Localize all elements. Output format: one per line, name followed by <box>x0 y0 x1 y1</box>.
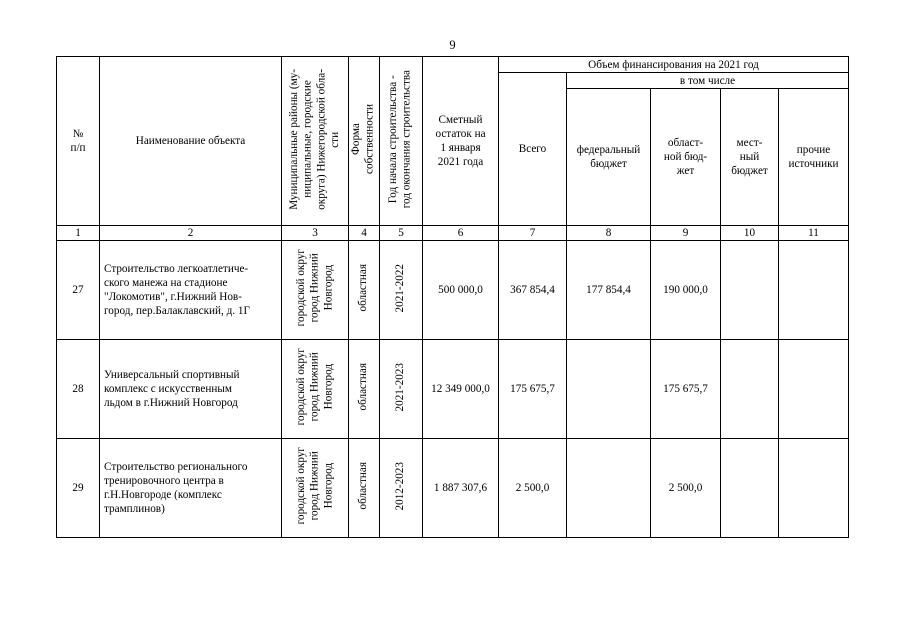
header-ownership: Форма собственности <box>349 57 380 226</box>
header-other: прочие источники <box>779 89 849 226</box>
header-local: мест- ный бюджет <box>721 89 779 226</box>
row-total: 175 675,7 <box>499 340 567 439</box>
header-federal: федеральный бюджет <box>567 89 651 226</box>
row-local <box>721 241 779 340</box>
row-years: 2012-2023 <box>380 439 423 538</box>
row-total: 2 500,0 <box>499 439 567 538</box>
row-district: городской округ город Нижний Новгород <box>282 241 349 340</box>
row-regional: 190 000,0 <box>651 241 721 340</box>
row-estimate: 12 349 000,0 <box>423 340 499 439</box>
column-number: 9 <box>651 226 721 241</box>
row-years: 2021-2023 <box>380 340 423 439</box>
header-object-name: Наименование объекта <box>100 57 282 226</box>
page-number: 9 <box>449 38 456 52</box>
header-funding-group: Объем финансирования на 2021 год <box>499 57 849 73</box>
row-regional: 2 500,0 <box>651 439 721 538</box>
row-federal <box>567 439 651 538</box>
row-ownership: областная <box>349 439 380 538</box>
header-estimate-balance: Сметный остаток на 1 января 2021 года <box>423 57 499 226</box>
row-regional: 175 675,7 <box>651 340 721 439</box>
row-local <box>721 340 779 439</box>
header-total: Всего <box>499 73 567 226</box>
row-district: городской округ город Нижний Новгород <box>282 340 349 439</box>
row-num: 28 <box>57 340 100 439</box>
table-row <box>57 241 849 340</box>
row-num: 27 <box>57 241 100 340</box>
funding-table <box>56 56 849 538</box>
table-row <box>57 340 849 439</box>
header-regional: област- ной бюд- жет <box>651 89 721 226</box>
header-districts: Муниципальные районы (му- ниципальные, городские округа) Нижегородской обла- сти <box>282 57 349 226</box>
row-years: 2021-2022 <box>380 241 423 340</box>
row-object-name: Строительство регионального тренировочного центра в г.Н.Новгороде (комплекс трамплинов) <box>100 439 282 538</box>
column-number: 2 <box>100 226 282 241</box>
column-numbers-row <box>57 226 849 241</box>
row-estimate: 500 000,0 <box>423 241 499 340</box>
row-ownership: областная <box>349 241 380 340</box>
row-federal <box>567 340 651 439</box>
column-number: 7 <box>499 226 567 241</box>
column-number: 1 <box>57 226 100 241</box>
row-ownership: областная <box>349 340 380 439</box>
row-num: 29 <box>57 439 100 538</box>
column-number: 11 <box>779 226 849 241</box>
row-object-name: Универсальный спортивный комплекс с искусственным льдом в г.Нижний Новгород <box>100 340 282 439</box>
row-federal: 177 854,4 <box>567 241 651 340</box>
row-district: городской округ город Нижний Новгород <box>282 439 349 538</box>
column-number: 8 <box>567 226 651 241</box>
row-other <box>779 241 849 340</box>
column-number: 5 <box>380 226 423 241</box>
row-total: 367 854,4 <box>499 241 567 340</box>
row-object-name: Строительство легкоатлетиче- ского манежа на стадионе "Локомотив", г.Нижний Нов- город, пер.Балаклавский, д. 1Г <box>100 241 282 340</box>
column-number: 4 <box>349 226 380 241</box>
table-row <box>57 439 849 538</box>
row-local <box>721 439 779 538</box>
row-other <box>779 439 849 538</box>
column-number: 10 <box>721 226 779 241</box>
column-number: 6 <box>423 226 499 241</box>
header-including: в том числе <box>567 73 849 89</box>
row-other <box>779 340 849 439</box>
column-number: 3 <box>282 226 349 241</box>
row-estimate: 1 887 307,6 <box>423 439 499 538</box>
header-num: № п/п <box>57 57 100 226</box>
header-years: Год начала строительства - год окончания строительства <box>380 57 423 226</box>
